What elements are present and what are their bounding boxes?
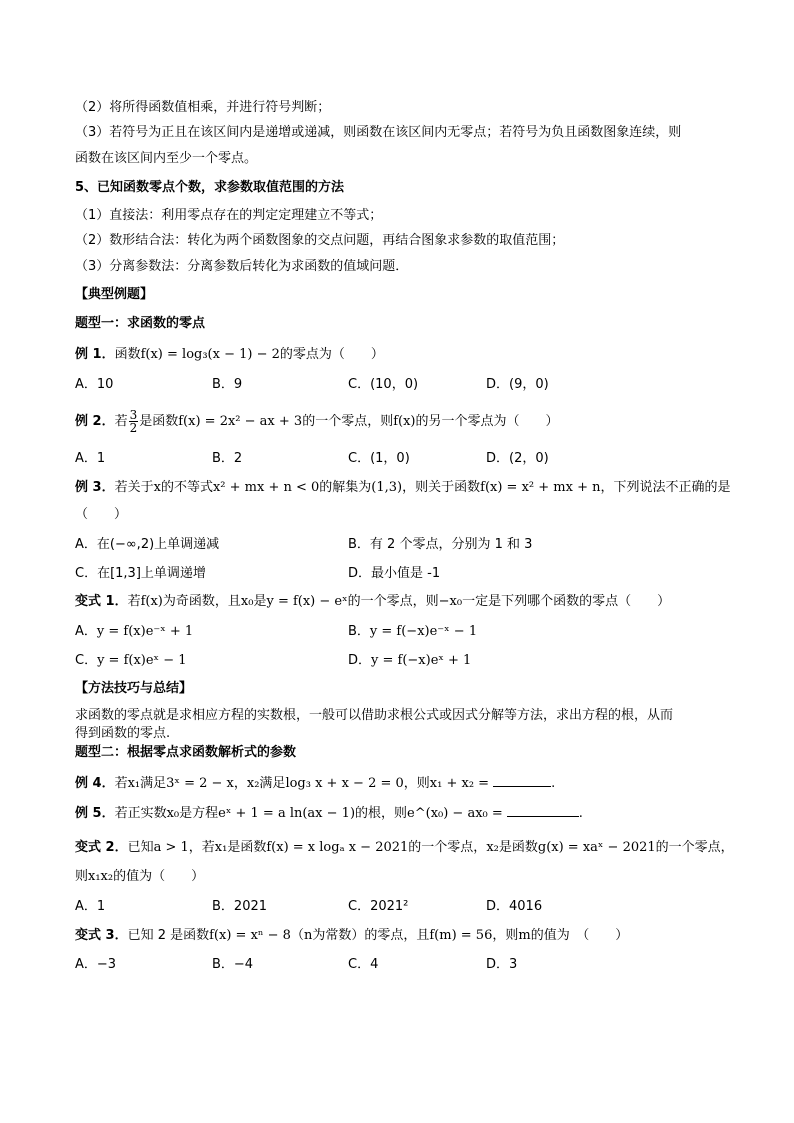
answer-blank xyxy=(507,804,579,817)
option-b: B．9 xyxy=(212,377,243,392)
formula: 3ˣ = 2 − x xyxy=(166,776,234,791)
formula: x₁ + x₂ = xyxy=(429,776,490,791)
option-a: A．在(−∞,2)上单调递减 xyxy=(75,537,220,552)
option-b: B．2 xyxy=(212,451,243,466)
method-2-text: （2）数形结合法：转化为两个函数图象的交点问题，再结合图象求参数的取值范围； xyxy=(75,233,565,248)
formula: g(x) = xaˣ − 2021 xyxy=(537,840,656,855)
option-a: A．y = f(x)e⁻ˣ + 1 xyxy=(75,624,194,639)
option-c: C．4 xyxy=(348,957,379,972)
option-c: C．(10，0) xyxy=(348,377,419,392)
step-3-text: （3）若符号为正且在该区间内是递增或递减，则函数在该区间内无零点；若符号为负且函数图象连续，则 xyxy=(75,125,682,140)
example-label: 例 4． xyxy=(75,776,115,791)
option-d: D．(2，0) xyxy=(486,451,549,466)
fraction: $\frac{3}{2}$ xyxy=(129,408,138,435)
summary-text: 求函数的零点就是求相应方程的实数根，一般可以借助求根公式或因式分解等方法，求出方程的根，从而 xyxy=(75,708,674,723)
option-d: D．最小值是 -1 xyxy=(348,566,441,581)
example-label: 例 1． xyxy=(75,347,115,362)
method-summary-heading: 【方法技巧与总结】 xyxy=(75,681,193,696)
option-b: B．2021 xyxy=(212,899,268,914)
example-3-paren: （ ） xyxy=(75,507,128,522)
example-1-question: 例 1．函数f(x) = log₃(x − 1) − 2的零点为（ ） xyxy=(75,347,384,362)
type-2-heading: 题型二：根据零点求函数解析式的参数 xyxy=(75,745,297,760)
formula: (1,3) xyxy=(371,480,403,495)
example-3-question: 例 3．若关于x的不等式x² + mx + n < 0的解集为(1,3)，则关于函数f(x) = x² + mx + n，下列说法不正确的是 xyxy=(75,480,731,495)
option-d: D．y = f(−x)eˣ + 1 xyxy=(348,653,472,668)
step-3-text-cont: 函数在该区间内至少一个零点。 xyxy=(75,151,258,166)
option-d: D．4016 xyxy=(486,899,543,914)
example-label: 变式 1． xyxy=(75,594,128,609)
variant-1-question: 变式 1．若f(x)为奇函数，且x₀是y = f(x) − eˣ的一个零点，则−x₀一定是下列哪个函数的零点（ ） xyxy=(75,594,671,609)
option-c: C．在[1,3]上单调递增 xyxy=(75,566,206,581)
option-c: C．y = f(x)eˣ − 1 xyxy=(75,653,187,668)
option-a: A．1 xyxy=(75,899,106,914)
method-1-text: （1）直接法：利用零点存在的判定定理建立不等式； xyxy=(75,208,383,223)
method-3-text: （3）分离参数法：分离参数后转化为求函数的值域问题． xyxy=(75,259,409,274)
example-label: 例 3． xyxy=(75,480,115,495)
typical-examples-heading: 【典型例题】 xyxy=(75,287,154,302)
option-a: A．1 xyxy=(75,451,106,466)
example-5-question: 例 5．若正实数x₀是方程eˣ + 1 = a ln(ax − 1)的根，则e^(x₀) − ax₀ = . xyxy=(75,806,583,821)
example-label: 变式 3． xyxy=(75,928,128,943)
variant-2-question-cont: 则x₁x₂的值为（ ） xyxy=(75,869,205,884)
answer-blank xyxy=(493,774,551,787)
example-2-question: 例 2．若 $\frac{3}{2}$ 是函数f(x) = 2x² − ax + 3的一个零点，则f(x)的另一个零点为（ ） xyxy=(75,408,559,435)
example-label: 例 2． xyxy=(75,414,115,429)
formula: f(x) xyxy=(393,414,416,429)
option-d: D．3 xyxy=(486,957,518,972)
option-a: A．10 xyxy=(75,377,114,392)
formula: y = f(x) − eˣ xyxy=(266,594,348,609)
option-d: D．(9，0) xyxy=(486,377,549,392)
formula: e^(x₀) − ax₀ = xyxy=(407,806,503,821)
option-c: C．(1，0) xyxy=(348,451,410,466)
option-c: C．2021² xyxy=(348,899,409,914)
variant-2-question: 变式 2．已知a > 1，若x₁是函数f(x) = x logₐ x − 2021的一个零点，x₂是函数g(x) = xaˣ − 2021的一个零点， xyxy=(75,840,734,855)
option-b: B．−4 xyxy=(212,957,254,972)
formula: eˣ + 1 = a ln(ax − 1) xyxy=(218,806,356,821)
formula: f(m) = 56 xyxy=(429,928,493,943)
formula: f(x) = log₃(x − 1) − 2 xyxy=(140,347,280,362)
summary-text-cont: 得到函数的零点. xyxy=(75,726,171,741)
example-label: 变式 2． xyxy=(75,840,128,855)
formula: f(x) = xⁿ − 8 xyxy=(209,928,291,943)
step-2-text: （2）将所得函数值相乘，并进行符号判断； xyxy=(75,100,331,115)
formula: x² + mx + n < 0 xyxy=(212,480,320,495)
option-b: B．y = f(−x)e⁻ˣ − 1 xyxy=(348,624,478,639)
example-4-question: 例 4．若x₁满足3ˣ = 2 − x，x₂满足log₃ x + x − 2 = 0，则x₁ + x₂ = . xyxy=(75,776,556,791)
option-b: B．有 2 个零点，分别为 1 和 3 xyxy=(348,537,533,552)
section-5-heading: 5、已知函数零点个数，求参数取值范围的方法 xyxy=(75,180,345,195)
formula: log₃ x + x − 2 = 0 xyxy=(285,776,404,791)
formula: f(x) = 2x² − ax + 3 xyxy=(178,414,303,429)
variant-3-question: 变式 3．已知 2 是函数f(x) = xⁿ − 8（n为常数）的零点，且f(m) = 56，则m的值为 （ ） xyxy=(75,928,629,943)
example-label: 例 5． xyxy=(75,806,115,821)
option-a: A．−3 xyxy=(75,957,117,972)
formula: f(x) = x logₐ x − 2021 xyxy=(266,840,409,855)
type-1-heading: 题型一：求函数的零点 xyxy=(75,316,206,331)
formula: f(x) = x² + mx + n xyxy=(480,480,601,495)
